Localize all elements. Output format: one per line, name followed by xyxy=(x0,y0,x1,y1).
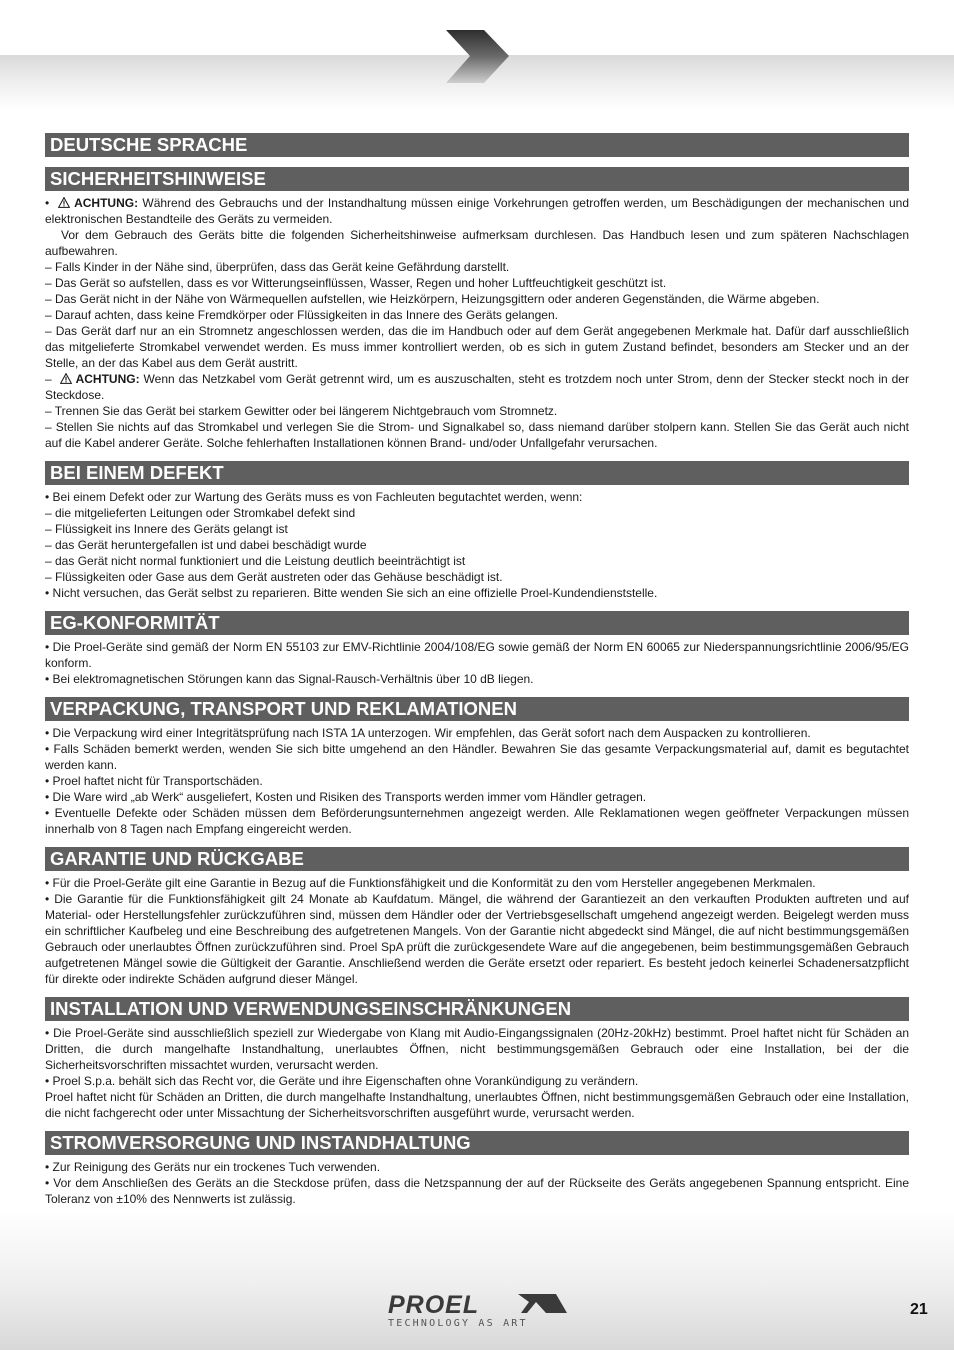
list-item: – das Gerät heruntergefallen ist und dabei beschädigt wurde xyxy=(45,538,367,552)
section-title-verpackung: VERPACKUNG, TRANSPORT UND REKLAMATIONEN xyxy=(45,697,909,721)
list-item: • Proel haftet nicht für Transportschäden. xyxy=(45,774,263,788)
list-item: – Flüssigkeiten oder Gase aus dem Gerät austreten oder das Gehäuse beschädigt ist. xyxy=(45,570,503,584)
list-item: – die mitgelieferten Leitungen oder Stromkabel defekt sind xyxy=(45,506,356,520)
list-item: – das Gerät nicht normal funktioniert und die Leistung deutlich beeinträchtigt ist xyxy=(45,554,466,568)
section-title-stromversorgung: STROMVERSORGUNG UND INSTANDHALTUNG xyxy=(45,1131,909,1155)
warning-triangle-icon xyxy=(60,373,72,384)
paragraph: Vor dem Gebrauch des Geräts bitte die folgenden Sicherheitshinweise aufmerksam durchlesen. Das Handbuch lesen und zum späteren Nachschlagen aufbewahren. xyxy=(45,228,909,258)
section-title-deutsche-sprache: DEUTSCHE SPRACHE xyxy=(45,133,909,157)
section-title-installation: INSTALLATION UND VERWENDUNGSEINSCHRÄNKUNGEN xyxy=(45,997,909,1021)
list-item: • Die Proel-Geräte sind gemäß der Norm EN 55103 zur EMV-Richtlinie 2004/108/EG sowie gemäß der Norm EN 60065 zur Niederspannungsrichtlinie 2006/95/EG konform. xyxy=(45,640,909,670)
list-item: • Die Ware wird „ab Werk“ ausgeliefert, Kosten und Risiken des Transports werden immer vom Händler getragen. xyxy=(45,790,647,804)
paragraph: Proel haftet nicht für Schäden an Dritten, die durch mangelhafte Instandhaltung, unerlaubtes Öffnen, nicht bestimmungsgemäßen Gebrauch oder eine Installation, die nicht fachgerecht oder unter Missachtung der Sicherheitsvorschriften ausgeführt wurde, verursacht werden. xyxy=(45,1090,909,1120)
list-item: – Das Gerät so aufstellen, dass es vor Witterungseinflüssen, Wasser, Regen und hoher Luftfeuchtigkeit geschützt ist. xyxy=(45,276,667,290)
section-title-sicherheitshinweise: SICHERHEITSHINWEISE xyxy=(45,167,909,191)
list-item: – Darauf achten, dass keine Fremdkörper oder Flüssigkeiten in das Innere des Geräts gelangen. xyxy=(45,308,558,322)
list-item: – Das Gerät darf nur an ein Stromnetz angeschlossen werden, das die im Handbuch oder auf dem Gerät angegebenen Merkmale hat. Dafür darf ausschließlich das mitgelieferte Stromkabel verwendet werden. Es muss immer kontrolliert werden, ob es sich in gutem Zustand befindet, besonders am Stecker und an der Stelle, an der das Kabel aus dem Gerät austritt. xyxy=(45,324,909,370)
list-item: • Bei einem Defekt oder zur Wartung des Geräts muss es von Fachleuten begutachtet werden, wenn: xyxy=(45,490,583,504)
chevron-right-icon xyxy=(444,29,510,84)
list-item: • Eventuelle Defekte oder Schäden müssen dem Beförderungsunternehmen angezeigt werden. Alle Reklamationen wegen geöffneter Verpackungen müssen innerhalb von 8 Tagen nach Empfang eingereicht werden. xyxy=(45,806,909,836)
list-item: • Für die Proel-Geräte gilt eine Garantie in Bezug auf die Funktionsfähigkeit und die Konformität zu den vom Hersteller angegebenen Merkmalen. xyxy=(45,876,816,890)
paragraph: • ACHTUNG: Während des Gebrauchs und der Instandhaltung müssen einige Vorkehrungen getroffen werden, um Beschädigungen der mechanischen und elektronischen Bestandteile des Geräts zu vermeiden. xyxy=(45,196,909,226)
manual-content xyxy=(45,133,909,1207)
warning-label: ACHTUNG: xyxy=(75,372,140,386)
section-title-bei-einem-defekt: BEI EINEM DEFEKT xyxy=(45,461,909,485)
list-item: – ACHTUNG: Wenn das Netzkabel vom Gerät getrennt wird, um es auszuschalten, steht es trotzdem noch unter Strom, denn der Stecker steckt noch in der Steckdose. xyxy=(45,372,909,402)
list-item: • Die Verpackung wird einer Integritätsprüfung nach ISTA 1A unterzogen. Wir empfehlen, das Gerät sofort nach dem Auspacken zu kontrollieren. xyxy=(45,726,811,740)
list-item: • Zur Reinigung des Geräts nur ein trockenes Tuch verwenden. xyxy=(45,1160,381,1174)
list-item: • Falls Schäden bemerkt werden, wenden Sie sich bitte umgehend an den Händler. Bewahren Sie das gesamte Verpackungsmaterial auf, damit es begutachtet werden kann. xyxy=(45,742,909,772)
list-item: • Nicht versuchen, das Gerät selbst zu reparieren. Bitte wenden Sie sich an eine offizielle Proel-Kundendienststelle. xyxy=(45,586,658,600)
logo-tagline: TECHNOLOGY AS ART xyxy=(388,1318,528,1329)
list-item: – Falls Kinder in der Nähe sind, überprüfen, dass das Gerät keine Gefährdung darstellt. xyxy=(45,260,510,274)
list-item: • Die Proel-Geräte sind ausschließlich speziell zur Wiedergabe von Klang mit Audio-Eingangssignalen (20Hz-20kHz) bestimmt. Proel haftet nicht für Schäden an Dritten, die durch mangelhafte Instandhaltung, unerlaubtes Öffnen, nicht bestimmungsgemäßen Gebrauch oder eine Installation, bei der die Sicherheitsvorschriften missachtet wurden, verursacht werden. xyxy=(45,1026,909,1072)
section-title-garantie: GARANTIE UND RÜCKGABE xyxy=(45,847,909,871)
list-item: • Die Garantie für die Funktionsfähigkeit gilt 24 Monate ab Kaufdatum. Mängel, die während der Garantiezeit an den verkauften Produkten auftreten und auf Material- oder Herstellungsfehler zurückzuführen sind, müssen dem Händler oder der Vertriebsgesellschaft umgehend angezeigt werden. Beigelegt werden muss ein schriftlicher Kaufbeleg und eine Beschreibung des aufgetretenen Mangels. Von der Garantie nicht abgedeckt sind Mängel, die auf nicht bestimmungsgemäßen Gebrauch oder unerlaubtes Öffnen zurückzuführen sind. Proel SpA prüft die zurückgesendete Ware auf die angegebenen, beim bestimmungsgemäßen Gebrauch aufgetretenen Mängel sowie die Gültigkeit der Garantie. Anschließend werden die Geräte ersetzt oder repariert. Es besteht jedoch keinerlei Schadenersatzpflicht für direkte oder indirekte Schäden aufgrund dieser Mängel. xyxy=(45,892,909,986)
warning-label: ACHTUNG: xyxy=(74,196,139,210)
list-item: – Trennen Sie das Gerät bei starkem Gewitter oder bei längerem Nichtgebrauch vom Stromnetz. xyxy=(45,404,558,418)
list-item: – Das Gerät nicht in der Nähe von Wärmequellen aufstellen, wie Heizkörpern, Heizungsgittern oder anderen Gegenständen, die Wärme abgeben. xyxy=(45,292,820,306)
svg-text:PROEL: PROEL xyxy=(388,1291,480,1319)
list-item: • Bei elektromagnetischen Störungen kann das Signal-Rausch-Verhältnis über 10 dB liegen. xyxy=(45,672,534,686)
list-item: – Flüssigkeit ins Innere des Geräts gelangt ist xyxy=(45,522,288,536)
list-item: • Proel S.p.a. behält sich das Recht vor, die Geräte und ihre Eigenschaften ohne Vorankündigung zu verändern. xyxy=(45,1074,639,1088)
warning-triangle-icon xyxy=(58,197,70,208)
page-number: 21 xyxy=(910,1301,928,1318)
list-item: • Vor dem Anschließen des Geräts an die Steckdose prüfen, dass die Netzspannung der auf der Rückseite des Geräts angegebenen Spannung entspricht. Eine Toleranz von ±10% des Nennwerts ist zulässig. xyxy=(45,1176,909,1206)
list-item: – Stellen Sie nichts auf das Stromkabel und verlegen Sie die Strom- und Signalkabel so, dass niemand darüber stolpern kann. Stellen Sie das Gerät auch nicht auf die Kabel anderer Geräte. Solche fehlerhaften Installationen können Brand- und/oder Unfallgefahr verursachen. xyxy=(45,420,909,450)
section-title-eg-konformitaet: EG-KONFORMITÄT xyxy=(45,611,909,635)
